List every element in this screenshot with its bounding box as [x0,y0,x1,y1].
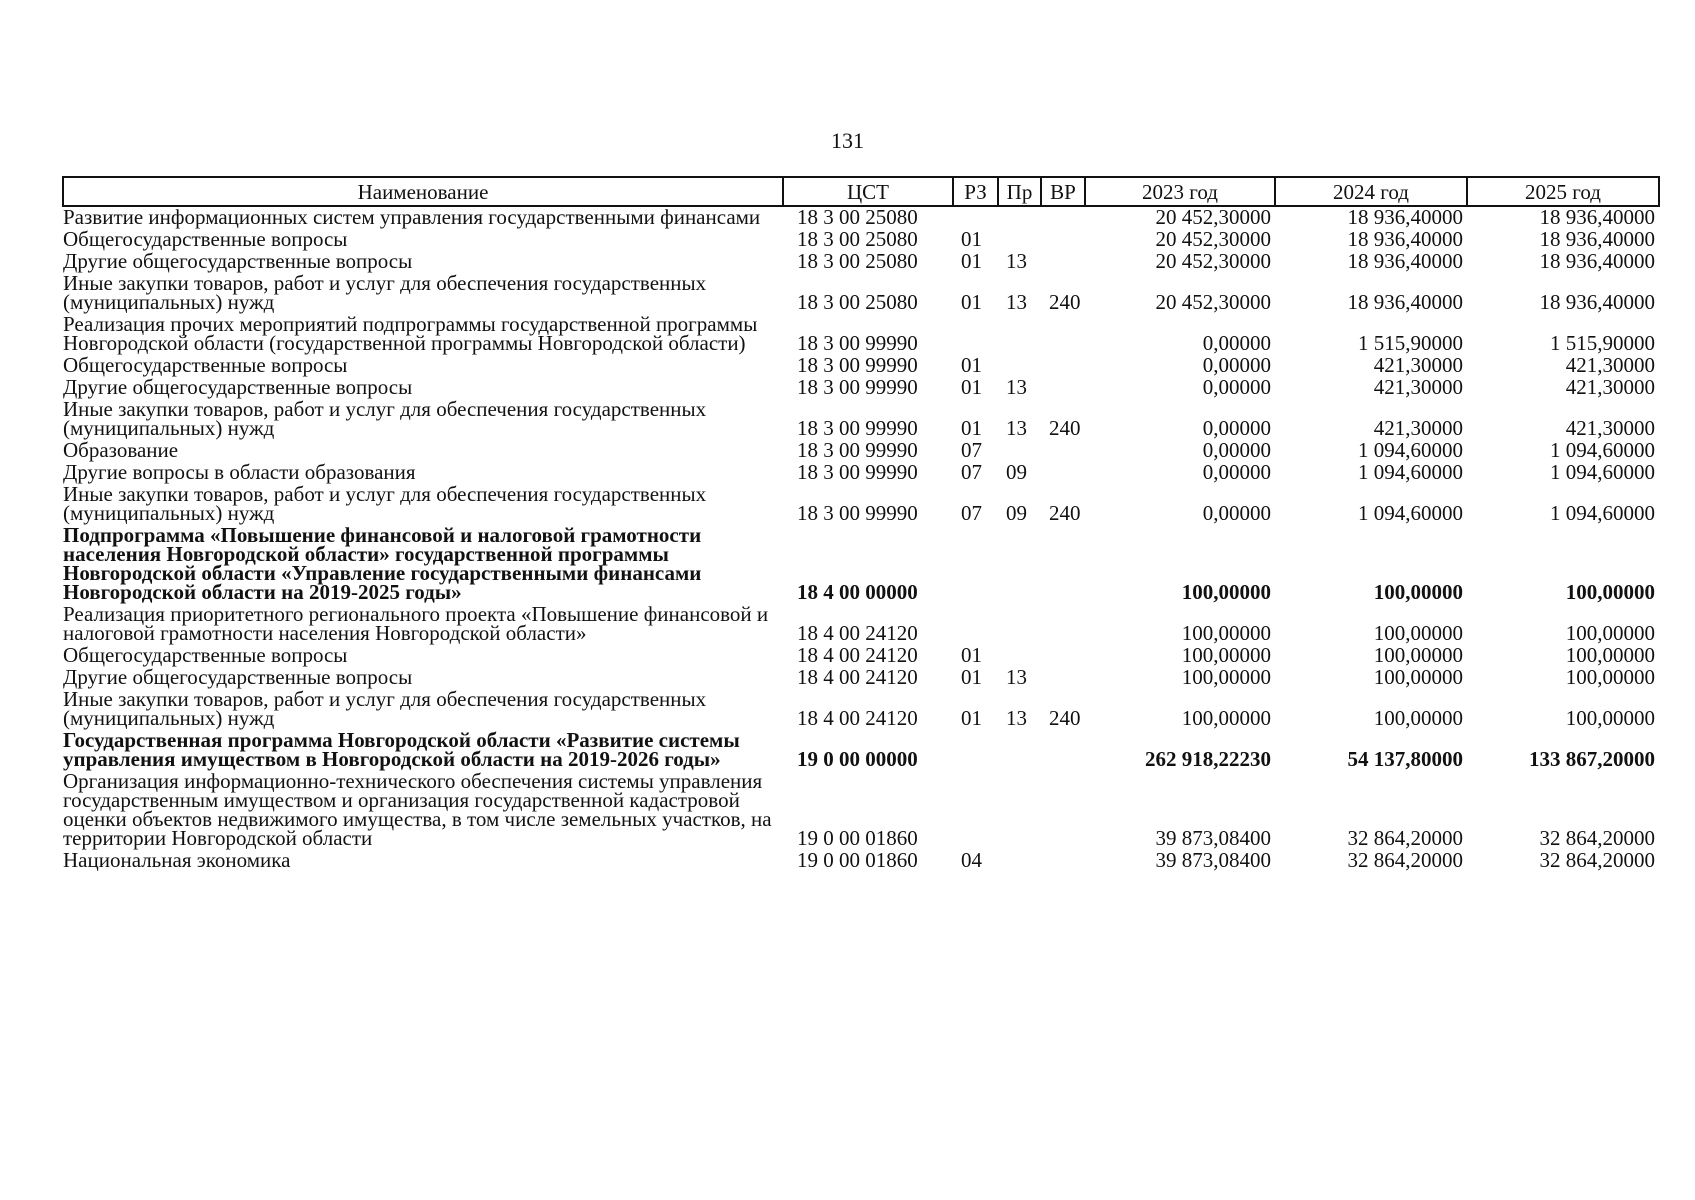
cell-2025: 18 936,40000 [1539,249,1655,273]
cell-pr [998,645,1041,667]
cell-2024: 1 094,60000 [1358,460,1463,484]
cell-pr [998,206,1041,229]
cell-2025: 421,30000 [1565,416,1655,440]
cell-cst: 19 0 00 00000 [797,747,918,771]
cell-name: Развитие информационных систем управления государственными финансами [63,205,761,229]
cell-vr [1041,645,1085,667]
cell-2024: 54 137,80000 [1347,747,1463,771]
cell-name: Иные закупки товаров, работ и услуг для обеспечения государственных (муниципальных) нужд [63,687,707,730]
table-row [63,689,1659,730]
cell-pr: 13 [1006,290,1027,314]
header-2023: 2023 год [1085,177,1275,206]
header-2024: 2024 год [1275,177,1467,206]
cell-2023: 0,00000 [1202,416,1271,440]
table-row [63,667,1659,689]
cell-2023: 0,00000 [1202,438,1271,462]
cell-2024: 18 936,40000 [1347,227,1463,251]
cell-2024: 421,30000 [1373,416,1463,440]
cell-2023: 100,00000 [1181,621,1271,645]
cell-rz: 01 [961,290,982,314]
cell-cst: 19 0 00 01860 [797,848,918,872]
cell-rz: 01 [961,249,982,273]
cell-2025: 421,30000 [1565,375,1655,399]
cell-cst: 18 4 00 00000 [797,580,918,604]
cell-2024: 32 864,20000 [1347,848,1463,872]
cell-pr [998,850,1041,872]
cell-2025: 100,00000 [1565,621,1655,645]
cell-name: Иные закупки товаров, работ и услуг для обеспечения государственных (муниципальных) нужд [63,271,707,314]
cell-name: Национальная экономика [63,848,291,872]
cell-rz: 01 [961,375,982,399]
cell-2024: 100,00000 [1373,665,1463,689]
cell-2023: 20 452,30000 [1155,227,1271,251]
table-row [63,484,1659,525]
cell-2024: 18 936,40000 [1347,205,1463,229]
cell-vr: 240 [1049,501,1081,525]
cell-vr [1041,850,1085,872]
table-row [63,355,1659,377]
header-pr: Пр [998,177,1041,206]
cell-vr [1041,314,1085,355]
cell-2024: 100,00000 [1373,643,1463,667]
cell-2023: 0,00000 [1202,375,1271,399]
budget-table [62,176,1660,872]
cell-rz: 07 [961,501,982,525]
table-row [63,377,1659,399]
cell-cst: 18 3 00 99990 [797,331,918,355]
cell-pr [998,440,1041,462]
cell-vr: 240 [1049,290,1081,314]
cell-2023: 262 918,22230 [1145,747,1271,771]
cell-vr [1041,355,1085,377]
table-row [63,206,1659,229]
cell-vr [1041,667,1085,689]
cell-cst: 18 3 00 25080 [797,227,918,251]
table-row [63,399,1659,440]
cell-vr [1041,525,1085,604]
cell-cst: 19 0 00 01860 [797,826,918,850]
table-row [63,850,1659,872]
table-row [63,273,1659,314]
cell-2024: 100,00000 [1373,580,1463,604]
cell-2025: 18 936,40000 [1539,227,1655,251]
cell-2023: 100,00000 [1181,706,1271,730]
cell-pr: 09 [1006,501,1027,525]
cell-rz [953,771,998,850]
cell-rz: 01 [961,665,982,689]
cell-name: Иные закупки товаров, работ и услуг для обеспечения государственных (муниципальных) нужд [63,397,707,440]
cell-cst: 18 4 00 24120 [797,621,918,645]
cell-vr [1041,604,1085,645]
cell-pr [998,771,1041,850]
cell-2025: 1 515,90000 [1550,331,1655,355]
cell-2023: 39 873,08400 [1155,826,1271,850]
table-row [63,440,1659,462]
cell-vr [1041,440,1085,462]
cell-rz [953,206,998,229]
cell-2025: 1 094,60000 [1550,460,1655,484]
cell-name: Организация информационно-технического обеспечения системы управления государственным имуществом и организация государственной кадастровой оценки объектов недвижимого имущества, в том числе земельных участков, на территории Новгородской области [63,769,772,850]
cell-vr [1041,462,1085,484]
cell-2023: 0,00000 [1202,460,1271,484]
cell-2024: 1 094,60000 [1358,501,1463,525]
cell-2025: 133 867,20000 [1529,747,1655,771]
table-body [63,206,1659,872]
cell-rz [953,730,998,771]
cell-2025: 100,00000 [1565,706,1655,730]
budget-table-container [62,176,1658,872]
cell-rz: 01 [961,353,982,377]
cell-2023: 20 452,30000 [1155,249,1271,273]
cell-2024: 1 094,60000 [1358,438,1463,462]
cell-2024: 421,30000 [1373,353,1463,377]
cell-2025: 100,00000 [1565,580,1655,604]
cell-pr: 13 [1006,706,1027,730]
header-2025: 2025 год [1467,177,1659,206]
cell-vr [1041,206,1085,229]
header-name: Наименование [63,177,783,206]
table-row [63,462,1659,484]
cell-pr: 13 [1006,416,1027,440]
table-row [63,314,1659,355]
cell-pr: 13 [1006,249,1027,273]
cell-2025: 18 936,40000 [1539,290,1655,314]
cell-name: Государственная программа Новгородской области «Развитие системы управления имуществом в Новгородской области на 2019-2026 годы» [63,728,740,771]
cell-vr: 240 [1049,416,1081,440]
cell-name: Общегосударственные вопросы [63,227,348,251]
cell-2025: 100,00000 [1565,643,1655,667]
cell-cst: 18 4 00 24120 [797,706,918,730]
cell-cst: 18 3 00 25080 [797,205,918,229]
cell-2023: 100,00000 [1181,580,1271,604]
cell-vr [1041,377,1085,399]
table-row [63,771,1659,850]
cell-cst: 18 3 00 99990 [797,460,918,484]
cell-2025: 421,30000 [1565,353,1655,377]
cell-name: Другие общегосударственные вопросы [63,665,413,689]
cell-rz [953,525,998,604]
cell-rz: 07 [961,460,982,484]
cell-2025: 32 864,20000 [1539,826,1655,850]
cell-2023: 100,00000 [1181,643,1271,667]
cell-name: Реализация приоритетного регионального проекта «Повышение финансовой и налоговой грамотности населения Новгородской области» [63,602,769,645]
cell-vr: 240 [1049,706,1081,730]
table-row [63,604,1659,645]
cell-cst: 18 4 00 24120 [797,643,918,667]
cell-name: Подпрограмма «Повышение финансовой и налоговой грамотности населения Новгородской области» государственной программы Новгородской области «Управление государственными финансами Новгородской области на 2019-2025 годы» [63,523,702,604]
cell-2024: 100,00000 [1373,621,1463,645]
cell-rz [953,604,998,645]
cell-pr [998,229,1041,251]
cell-name: Реализация прочих мероприятий подпрограммы государственной программы Новгородской области (государственной программы Новгородской области) [63,312,758,355]
cell-name: Другие общегосударственные вопросы [63,249,413,273]
cell-pr [998,314,1041,355]
cell-2024: 18 936,40000 [1347,249,1463,273]
cell-2023: 20 452,30000 [1155,290,1271,314]
cell-cst: 18 3 00 99990 [797,416,918,440]
cell-pr [998,525,1041,604]
table-header [63,177,1659,206]
cell-2023: 20 452,30000 [1155,205,1271,229]
cell-cst: 18 3 00 99990 [797,353,918,377]
cell-vr [1041,771,1085,850]
cell-2024: 32 864,20000 [1347,826,1463,850]
table-row [63,645,1659,667]
cell-2023: 0,00000 [1202,501,1271,525]
page-number: 131 [831,128,864,153]
cell-name: Иные закупки товаров, работ и услуг для обеспечения государственных (муниципальных) нужд [63,482,707,525]
cell-rz: 07 [961,438,982,462]
cell-2023: 100,00000 [1181,665,1271,689]
cell-name: Образование [63,438,179,462]
cell-pr: 09 [1006,460,1027,484]
cell-name: Общегосударственные вопросы [63,353,348,377]
table-row [63,525,1659,604]
cell-rz: 01 [961,416,982,440]
header-cst: ЦСТ [783,177,953,206]
cell-name: Другие вопросы в области образования [63,460,416,484]
table-row [63,730,1659,771]
cell-2025: 100,00000 [1565,665,1655,689]
cell-cst: 18 3 00 99990 [797,438,918,462]
cell-2023: 0,00000 [1202,353,1271,377]
cell-cst: 18 3 00 99990 [797,375,918,399]
cell-vr [1041,251,1085,273]
cell-name: Другие общегосударственные вопросы [63,375,413,399]
cell-vr [1041,229,1085,251]
cell-rz: 01 [961,706,982,730]
cell-cst: 18 3 00 25080 [797,290,918,314]
cell-rz: 01 [961,643,982,667]
cell-2024: 18 936,40000 [1347,290,1463,314]
cell-pr [998,730,1041,771]
cell-2025: 1 094,60000 [1550,501,1655,525]
cell-2023: 0,00000 [1202,331,1271,355]
cell-name: Общегосударственные вопросы [63,643,348,667]
cell-2025: 32 864,20000 [1539,848,1655,872]
cell-2025: 18 936,40000 [1539,205,1655,229]
cell-cst: 18 4 00 24120 [797,665,918,689]
cell-pr [998,604,1041,645]
cell-vr [1041,730,1085,771]
cell-rz: 01 [961,227,982,251]
cell-2024: 421,30000 [1373,375,1463,399]
table-row [63,229,1659,251]
cell-2025: 1 094,60000 [1550,438,1655,462]
cell-rz: 04 [961,848,982,872]
cell-pr: 13 [1006,375,1027,399]
cell-2024: 1 515,90000 [1358,331,1463,355]
cell-pr: 13 [1006,665,1027,689]
cell-cst: 18 3 00 25080 [797,249,918,273]
cell-2023: 39 873,08400 [1155,848,1271,872]
cell-cst: 18 3 00 99990 [797,501,918,525]
header-vr: ВР [1041,177,1085,206]
table-row [63,251,1659,273]
cell-pr [998,355,1041,377]
cell-rz [953,314,998,355]
header-rz: РЗ [953,177,998,206]
cell-2024: 100,00000 [1373,706,1463,730]
